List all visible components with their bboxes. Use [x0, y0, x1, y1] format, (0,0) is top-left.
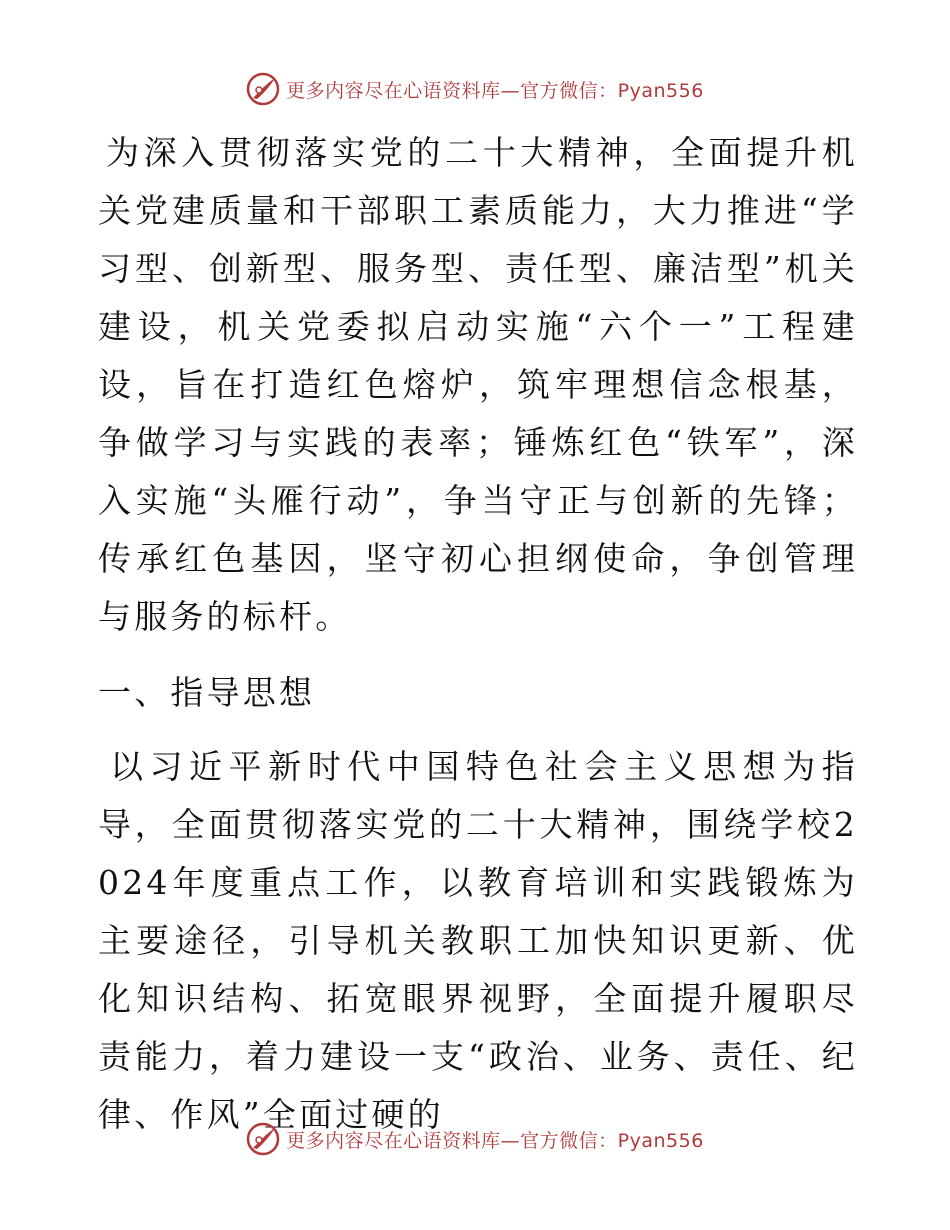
quill-logo-icon — [246, 72, 280, 106]
watermark-text: 更多内容尽在心语资料库—官方微信：Pyan556 — [286, 79, 704, 102]
document-body — [98, 124, 858, 1144]
watermark-text: 更多内容尽在心语资料库—官方微信：Pyan556 — [286, 1129, 704, 1152]
paragraph-guiding-ideology: 以习近平新时代中国特色社会主义思想为指导，全面贯彻落实党的二十大精神，围绕学校2024年度重点工作，以教育培训和实践锻炼为主要途径，引导机关教职工加快知识更新、优化知识结构、拓宽眼界视野，全面提升履职尽责能力，着力建设一支“政治、业务、责任、纪律、作风”全面过硬的 — [98, 747, 858, 1134]
section-heading-guiding-ideology: 一、指导思想 — [98, 673, 316, 712]
quill-logo-icon — [246, 1122, 280, 1156]
watermark-header — [0, 72, 950, 106]
paragraph-intro: 为深入贯彻落实党的二十大精神，全面提升机关党建质量和干部职工素质能力，大力推进“学习型、创新型、服务型、责任型、廉洁型”机关建设，机关党委拟启动实施“六个一”工程建设，旨在打造红色熔炉，筑牢理想信念根基，争做学习与实践的表率；锤炼红色“铁军”，深入实施“头雁行动”，争当守正与创新的先锋；传承红色基因，坚守初心担纲使命，争创管理与服务的标杆。 — [98, 133, 858, 636]
watermark-footer — [0, 1122, 950, 1156]
